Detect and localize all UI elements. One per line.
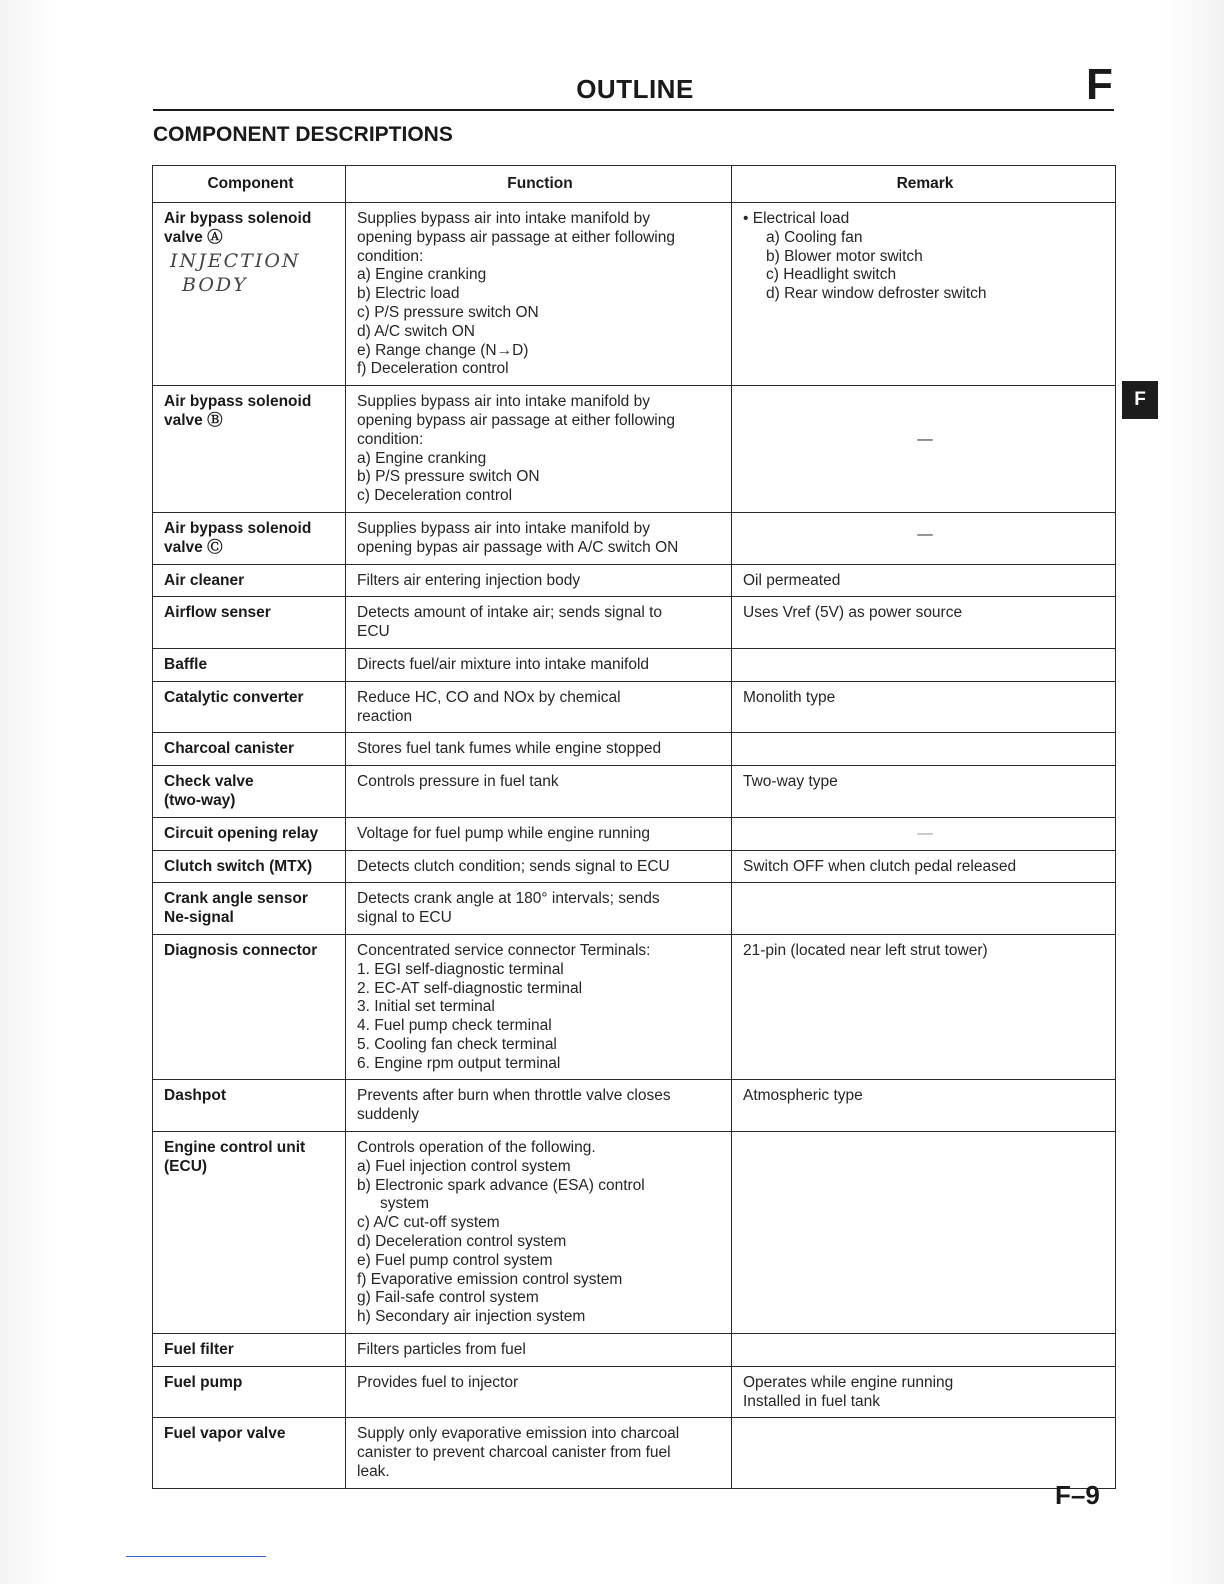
remark-cell: [732, 1366, 1116, 1418]
section-tab-f: F: [1122, 381, 1158, 419]
function-line: 1. EGI self-diagnostic terminal: [357, 960, 564, 978]
function-line: Supplies bypass air into intake manifold by: [357, 519, 650, 537]
function-line: reaction: [357, 707, 413, 725]
remark-cell: [732, 733, 1116, 766]
function-line: Supply only evaporative emission into charcoal: [357, 1425, 680, 1443]
remark-cell: [732, 512, 1116, 564]
table-row: [153, 648, 1116, 681]
function-cell: [346, 203, 732, 386]
remark-line: Uses Vref (5V) as power source: [743, 604, 963, 622]
remark-cell: [732, 597, 1116, 649]
function-line: condition:: [357, 430, 424, 448]
component-name-line: Ne-signal: [164, 909, 234, 927]
function-line: e) Fuel pump control system: [357, 1251, 553, 1269]
function-cell: [346, 512, 732, 564]
component-cell: [153, 850, 346, 883]
component-cell: [153, 1366, 346, 1418]
component-name-line: Air bypass solenoid: [164, 393, 312, 411]
page-title: OUTLINE: [576, 74, 694, 104]
function-cell: [346, 883, 732, 935]
function-cell: [346, 1334, 732, 1367]
remark-cell: [732, 1132, 1116, 1334]
function-line: opening bypass air passage at either following: [357, 411, 675, 429]
remark-line: c) Headlight switch: [766, 266, 897, 284]
page-number: F–9: [1055, 1480, 1100, 1510]
table-body: [153, 203, 1116, 1489]
component-name-line: Crank angle sensor: [164, 890, 308, 908]
function-cell: [346, 1132, 732, 1334]
function-line: 5. Cooling fan check terminal: [357, 1035, 557, 1053]
table-row: [153, 1080, 1116, 1132]
function-line: suddenly: [357, 1106, 420, 1124]
function-line: 3. Initial set terminal: [357, 998, 495, 1016]
function-cell: [346, 597, 732, 649]
function-line: Detects clutch condition; sends signal to ECU: [357, 857, 670, 875]
component-name-line: Clutch switch (MTX): [164, 857, 313, 875]
function-cell: [346, 766, 732, 818]
function-line: a) Fuel injection control system: [357, 1157, 571, 1175]
function-line: Directs fuel/air mixture into intake manifold: [357, 655, 650, 673]
component-cell: [153, 386, 346, 513]
component-cell: [153, 766, 346, 818]
table-row: [153, 766, 1116, 818]
component-name-line: Check valve: [164, 773, 254, 791]
remark-line: Atmospheric type: [743, 1087, 863, 1105]
function-line: system: [380, 1195, 430, 1213]
component-cell: [153, 1080, 346, 1132]
remark-dash: —: [917, 525, 933, 543]
remark-line: Two-way type: [743, 773, 838, 791]
component-cell: [153, 648, 346, 681]
function-line: Detects crank angle at 180° intervals; sends: [357, 890, 660, 908]
remark-line: d) Rear window defroster switch: [766, 285, 987, 303]
component-cell: [153, 1418, 346, 1488]
function-line: canister to prevent charcoal canister from fuel: [357, 1444, 671, 1462]
function-cell: [346, 681, 732, 733]
scan-shadow-left: [0, 0, 58, 1584]
remark-cell: [732, 1418, 1116, 1488]
function-line: Prevents after burn when throttle valve closes: [357, 1087, 671, 1105]
remark-dash: —: [917, 824, 933, 842]
function-line: 2. EC-AT self-diagnostic terminal: [357, 979, 583, 997]
column-header-component: Component: [153, 166, 346, 203]
remark-cell: [732, 648, 1116, 681]
function-cell: [346, 1418, 732, 1488]
function-cell: [346, 564, 732, 597]
component-cell: [153, 203, 346, 386]
table-row: [153, 1418, 1116, 1488]
function-line: g) Fail-safe control system: [357, 1289, 539, 1307]
function-line: Provides fuel to injector: [357, 1373, 519, 1391]
function-line: c) A/C cut-off system: [357, 1214, 500, 1232]
remark-cell: [732, 883, 1116, 935]
handwritten-note: INJECTION: [170, 249, 301, 272]
component-name-line: valve Ⓒ: [164, 538, 223, 556]
section-letter: F: [1086, 60, 1113, 109]
function-line: f) Evaporative emission control system: [357, 1270, 623, 1288]
remark-dash: —: [917, 431, 933, 449]
function-line: signal to ECU: [357, 909, 452, 927]
component-cell: [153, 883, 346, 935]
function-line: 4. Fuel pump check terminal: [357, 1017, 552, 1035]
component-name-line: Fuel vapor valve: [164, 1425, 286, 1443]
function-line: Concentrated service connector Terminals:: [357, 941, 651, 959]
component-name-line: valve Ⓐ: [164, 228, 223, 246]
component-table: [152, 165, 1116, 1489]
function-line: Reduce HC, CO and NOx by chemical: [357, 688, 621, 706]
remark-cell: [732, 934, 1116, 1080]
component-name-line: valve Ⓑ: [164, 411, 223, 429]
component-name-line: Fuel filter: [164, 1341, 234, 1359]
component-name-line: Air bypass solenoid: [164, 210, 312, 227]
handwritten-note: BODY: [182, 274, 248, 297]
component-cell: [153, 1334, 346, 1367]
remark-line: Oil permeated: [743, 571, 841, 589]
function-line: Supplies bypass air into intake manifold by: [357, 210, 650, 227]
function-line: ECU: [357, 623, 390, 641]
remark-cell: [732, 681, 1116, 733]
function-line: h) Secondary air injection system: [357, 1308, 586, 1326]
function-line: b) P/S pressure switch ON: [357, 468, 540, 486]
remark-line: • Electrical load: [743, 210, 850, 227]
table-row: [153, 203, 1116, 386]
component-cell: [153, 1132, 346, 1334]
function-line: f) Deceleration control: [357, 360, 509, 378]
component-name-line: Fuel pump: [164, 1373, 243, 1391]
component-cell: [153, 934, 346, 1080]
remark-cell: [732, 850, 1116, 883]
component-name-line: Airflow senser: [164, 604, 271, 622]
function-line: Controls pressure in fuel tank: [357, 773, 559, 791]
table-header-row: [153, 166, 1116, 203]
table-row: [153, 1366, 1116, 1418]
table-row: [153, 597, 1116, 649]
function-cell: [346, 386, 732, 513]
function-cell: [346, 733, 732, 766]
function-line: e) Range change (N→D): [357, 341, 529, 359]
table-row: [153, 1132, 1116, 1334]
bottom-link-underline: [126, 1556, 266, 1557]
table-row: [153, 883, 1116, 935]
remark-line: a) Cooling fan: [766, 228, 863, 246]
component-name-line: Diagnosis connector: [164, 941, 318, 959]
function-cell: [346, 817, 732, 850]
component-cell: [153, 564, 346, 597]
function-cell: [346, 648, 732, 681]
function-line: b) Electric load: [357, 285, 460, 303]
component-name-line: Engine control unit: [164, 1139, 306, 1157]
component-cell: [153, 597, 346, 649]
function-line: d) A/C switch ON: [357, 322, 475, 340]
remark-cell: [732, 817, 1116, 850]
component-name-line: Baffle: [164, 655, 208, 673]
remark-line: Monolith type: [743, 688, 836, 706]
remark-cell: [732, 1080, 1116, 1132]
function-line: leak.: [357, 1463, 390, 1481]
component-name-line: Air cleaner: [164, 571, 245, 589]
remark-cell: [732, 203, 1116, 386]
remark-cell: [732, 766, 1116, 818]
function-cell: [346, 850, 732, 883]
function-cell: [346, 1366, 732, 1418]
remark-line: Installed in fuel tank: [743, 1392, 881, 1410]
function-line: c) Deceleration control: [357, 487, 513, 505]
component-name-line: Air bypass solenoid: [164, 519, 312, 537]
scan-shadow-right: [1164, 0, 1224, 1584]
component-name-line: (two-way): [164, 791, 236, 809]
component-cell: [153, 512, 346, 564]
function-line: Stores fuel tank fumes while engine stopped: [357, 740, 662, 758]
remark-cell: [732, 564, 1116, 597]
component-cell: [153, 681, 346, 733]
function-line: c) P/S pressure switch ON: [357, 303, 539, 321]
function-line: d) Deceleration control system: [357, 1233, 567, 1251]
remark-cell: [732, 386, 1116, 513]
component-name-line: Circuit opening relay: [164, 824, 319, 842]
table-row: [153, 733, 1116, 766]
table-row: [153, 817, 1116, 850]
column-header-function: Function: [346, 166, 732, 203]
component-name-line: Catalytic converter: [164, 688, 304, 706]
remark-line: b) Blower motor switch: [766, 247, 923, 265]
function-line: opening bypass air passage at either following: [357, 228, 675, 246]
remark-line: 21-pin (located near left strut tower): [743, 941, 988, 959]
remark-line: Operates while engine running: [743, 1373, 954, 1391]
function-line: Controls operation of the following.: [357, 1139, 596, 1157]
function-line: Detects amount of intake air; sends signal to: [357, 604, 662, 622]
table-row: [153, 564, 1116, 597]
function-line: 6. Engine rpm output terminal: [357, 1054, 561, 1072]
function-line: b) Electronic spark advance (ESA) control: [357, 1176, 645, 1194]
table-row: [153, 934, 1116, 1080]
function-line: Supplies bypass air into intake manifold by: [357, 393, 650, 411]
function-line: a) Engine cranking: [357, 266, 487, 284]
function-cell: [346, 1080, 732, 1132]
function-line: Filters particles from fuel: [357, 1341, 526, 1359]
function-line: Voltage for fuel pump while engine running: [357, 824, 650, 842]
section-heading: COMPONENT DESCRIPTIONS: [153, 123, 453, 146]
remark-line: Switch OFF when clutch pedal released: [743, 857, 1017, 875]
component-name-line: (ECU): [164, 1157, 208, 1175]
table-row: [153, 512, 1116, 564]
function-line: opening bypas air passage with A/C switch ON: [357, 538, 679, 556]
column-header-remark: Remark: [732, 166, 1116, 203]
function-line: condition:: [357, 247, 424, 265]
table-row: [153, 850, 1116, 883]
function-line: a) Engine cranking: [357, 449, 487, 467]
table-row: [153, 386, 1116, 513]
remark-cell: [732, 1334, 1116, 1367]
table-row: [153, 1334, 1116, 1367]
function-cell: [346, 934, 732, 1080]
component-name-line: Dashpot: [164, 1087, 226, 1105]
component-name-line: Charcoal canister: [164, 740, 295, 758]
table-row: [153, 681, 1116, 733]
component-cell: [153, 817, 346, 850]
function-line: Filters air entering injection body: [357, 571, 581, 589]
header-divider: [153, 109, 1114, 111]
component-cell: [153, 733, 346, 766]
